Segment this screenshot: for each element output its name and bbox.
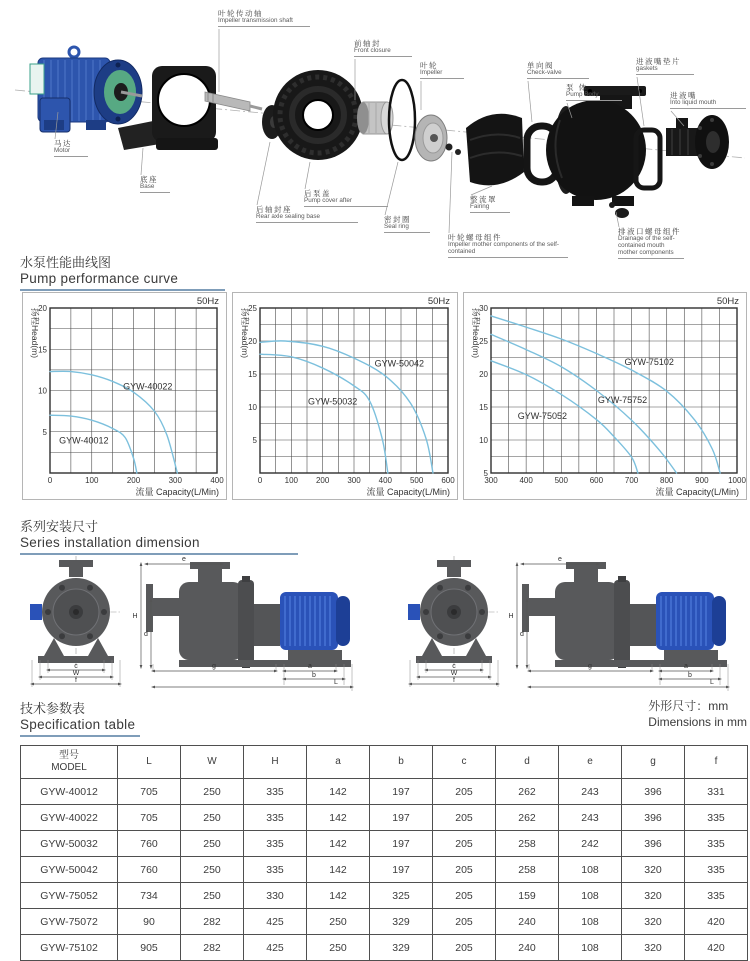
- performance-title-cn: 水泵性能曲线图: [20, 255, 112, 270]
- dimension-letter: b: [688, 672, 692, 679]
- curve-label-GYW-75752: GYW-75752: [597, 395, 648, 406]
- chart-y-axis-label: 扬程Head(m): [30, 308, 40, 359]
- part-label-cn: 叶轮螺母组件: [448, 233, 502, 242]
- spec-cell-W: 282: [181, 935, 244, 961]
- chart-y-axis-label: 扬程Head(m): [240, 308, 250, 359]
- spec-cell-b: 329: [370, 935, 433, 961]
- spec-cell-c: 205: [433, 883, 496, 909]
- part-label-en: Drainage of the self-contained mouth mother components: [618, 235, 675, 257]
- part-motor-illustration: [30, 47, 142, 132]
- part-label-cn: 进液嘴: [670, 91, 697, 100]
- spec-header-row: [21, 746, 748, 779]
- curve-label-GYW-40022: GYW-40022: [123, 381, 173, 392]
- spec-cell-W: 250: [181, 779, 244, 805]
- part-front-closure-illustration: [357, 102, 393, 134]
- part-label-en: Fairing: [470, 203, 490, 211]
- spec-cell-model: GYW-75072: [21, 909, 118, 935]
- spec-cell-f: 331: [685, 779, 748, 805]
- spec-cell-model: GYW-75102: [21, 935, 118, 961]
- chart-y-tick: 20: [248, 337, 257, 346]
- specification-title-en: Specification table: [20, 717, 136, 732]
- chart-x-tick: 300: [347, 476, 361, 485]
- part-label-en: Base: [140, 183, 155, 191]
- dimensions-unit-en: Dimensions in mm: [648, 715, 747, 730]
- specification-title-underline: [20, 735, 140, 737]
- exploded-diagram-section: [0, 0, 750, 257]
- installation-title-underline: [20, 553, 298, 555]
- spec-header-W: W: [181, 746, 244, 779]
- installation-front-view-1: [28, 556, 124, 690]
- chart-x-tick: 200: [315, 476, 330, 485]
- dimension-letter: g: [212, 663, 216, 670]
- chart-x-tick: 800: [660, 476, 674, 485]
- chart-x-tick: 400: [378, 476, 393, 485]
- chart-x-tick: 200: [126, 476, 141, 485]
- spec-cell-e: 108: [559, 909, 622, 935]
- specification-title-cn: 技术参数表: [20, 701, 86, 716]
- chart-y-tick: 5: [483, 469, 488, 478]
- dimension-letter: W: [72, 670, 80, 677]
- installation-drawing-front-2: [406, 556, 502, 695]
- part-label-check-valve: [527, 62, 589, 79]
- chart-y-tick: 20: [479, 370, 488, 379]
- spec-cell-e: 108: [559, 883, 622, 909]
- spec-cell-e: 243: [559, 805, 622, 831]
- part-label-pump-body: [566, 84, 622, 101]
- dimension-letter: e: [182, 556, 186, 563]
- part-label-front-closure: [354, 40, 412, 57]
- spec-row-GYW-75052: [21, 883, 748, 909]
- part-label-motor: [54, 140, 88, 157]
- part-label-cn: 密封圈: [384, 215, 411, 224]
- spec-cell-f: 335: [685, 805, 748, 831]
- part-fairing-illustration: [466, 114, 524, 186]
- dimension-letter: H: [508, 613, 514, 620]
- performance-chart-panel-1: [22, 292, 227, 500]
- installation-drawing-front-1: [28, 556, 124, 695]
- part-label-en: Check-valve: [527, 69, 562, 77]
- part-impeller-illustration: [415, 115, 447, 161]
- spec-cell-d: 262: [496, 805, 559, 831]
- spec-cell-L: 90: [118, 909, 181, 935]
- part-label-en: Seal ring: [384, 223, 409, 231]
- installation-title-cn: 系列安装尺寸: [20, 519, 99, 534]
- chart-y-tick: 20: [38, 304, 47, 313]
- part-label-impeller-nut: [448, 234, 568, 258]
- chart-frequency-label: 50Hz: [716, 296, 739, 307]
- spec-cell-H: 335: [244, 779, 307, 805]
- chart-y-tick: 15: [248, 370, 257, 379]
- specification-table: [20, 745, 748, 961]
- installation-front-view-2: [406, 556, 502, 690]
- spec-cell-e: 243: [559, 779, 622, 805]
- spec-cell-c: 205: [433, 909, 496, 935]
- part-label-rear-axle-sealing-base: [256, 206, 358, 223]
- dimension-letter: d: [144, 631, 148, 638]
- curve-GYW-75752: [491, 334, 677, 473]
- curve-label-GYW-75102: GYW-75102: [624, 356, 674, 367]
- chart-x-tick: 100: [85, 476, 99, 485]
- dimensions-unit-cn: 外形尺寸：mm: [648, 699, 729, 713]
- spec-cell-H: 335: [244, 831, 307, 857]
- spec-cell-a: 250: [307, 909, 370, 935]
- spec-cell-W: 250: [181, 883, 244, 909]
- spec-header-a: a: [307, 746, 370, 779]
- part-label-impeller: [420, 62, 464, 79]
- dimension-letter: b: [312, 672, 316, 679]
- spec-cell-a: 142: [307, 779, 370, 805]
- performance-chart-panel-2: [232, 292, 458, 500]
- spec-cell-c: 205: [433, 805, 496, 831]
- chart-y-tick: 30: [479, 304, 488, 313]
- part-label-fairing: [470, 196, 510, 213]
- part-label-cn: 排液口螺母组件: [618, 227, 681, 236]
- spec-cell-f: 420: [685, 909, 748, 935]
- chart-x-axis-label: 流量 Capacity(L/Min): [655, 487, 739, 497]
- spec-header-d: d: [496, 746, 559, 779]
- specification-section-head: [20, 698, 747, 737]
- part-label-en: Rear axle sealing base: [256, 213, 321, 221]
- spec-cell-g: 396: [622, 831, 685, 857]
- spec-cell-a: 250: [307, 935, 370, 961]
- performance-charts-row: [22, 292, 747, 500]
- part-label-cn: 底座: [140, 175, 158, 184]
- spec-cell-d: 159: [496, 883, 559, 909]
- spec-cell-W: 282: [181, 909, 244, 935]
- spec-cell-g: 396: [622, 805, 685, 831]
- part-pump-cover-after-illustration: [273, 70, 363, 160]
- curve-label-GYW-50042: GYW-50042: [374, 358, 425, 369]
- spec-cell-H: 335: [244, 857, 307, 883]
- spec-row-GYW-40012: [21, 779, 748, 805]
- chart-y-tick: 10: [479, 436, 488, 445]
- part-label-drain-nut: [618, 228, 684, 259]
- spec-cell-L: 905: [118, 935, 181, 961]
- chart-x-tick: 600: [441, 476, 455, 485]
- chart-x-tick: 400: [210, 476, 224, 485]
- part-label-cn: 进液嘴垫片: [636, 57, 681, 66]
- curve-GYW-50032: [260, 354, 388, 473]
- chart-y-tick: 15: [38, 345, 47, 355]
- spec-row-GYW-40022: [21, 805, 748, 831]
- chart-frequency-label: 50Hz: [196, 296, 219, 307]
- part-bracket-illustration: [152, 66, 218, 150]
- performance-title-en: Pump performance curve: [20, 271, 179, 286]
- spec-cell-a: 142: [307, 805, 370, 831]
- spec-cell-b: 329: [370, 909, 433, 935]
- spec-header-b: b: [370, 746, 433, 779]
- curve-label-GYW-50032: GYW-50032: [307, 396, 358, 407]
- spec-cell-b: 197: [370, 831, 433, 857]
- dimension-letter: g: [588, 663, 592, 670]
- part-into-liquid-mouth-illustration: [666, 115, 729, 169]
- installation-drawing-side-1: [132, 556, 358, 695]
- chart-x-tick: 1000: [728, 476, 746, 485]
- spec-header-g: g: [622, 746, 685, 779]
- part-label-cn: 单向阀: [527, 61, 554, 70]
- part-label-cn: 整流罩: [470, 195, 497, 204]
- spec-cell-d: 240: [496, 909, 559, 935]
- chart-y-tick: 25: [248, 304, 257, 313]
- spec-cell-e: 108: [559, 935, 622, 961]
- spec-cell-H: 335: [244, 805, 307, 831]
- dimension-letter: c: [74, 663, 78, 670]
- part-label-base: [140, 176, 170, 193]
- exploded-diagram-illustration: [0, 0, 750, 250]
- chart-x-tick: 600: [589, 476, 604, 485]
- spec-header-model: [21, 746, 118, 779]
- spec-cell-L: 760: [118, 857, 181, 883]
- spec-cell-g: 320: [622, 935, 685, 961]
- spec-cell-model: GYW-75052: [21, 883, 118, 909]
- installation-title-en: Series installation dimension: [20, 535, 200, 550]
- spec-cell-model: GYW-40012: [21, 779, 118, 805]
- installation-drawing-side-2: [508, 556, 734, 695]
- curve-label-GYW-40012: GYW-40012: [59, 435, 109, 446]
- spec-cell-W: 250: [181, 831, 244, 857]
- spec-cell-W: 250: [181, 805, 244, 831]
- spec-cell-f: 420: [685, 935, 748, 961]
- part-label-en: Impeller: [420, 69, 443, 77]
- part-label-cn: 后轴封座: [256, 205, 292, 214]
- spec-cell-H: 425: [244, 909, 307, 935]
- spec-cell-L: 734: [118, 883, 181, 909]
- dimension-letter: L: [710, 679, 714, 686]
- spec-header-H: H: [244, 746, 307, 779]
- chart-x-tick: 500: [554, 476, 568, 485]
- spec-cell-c: 205: [433, 779, 496, 805]
- performance-chart-1: [23, 293, 226, 499]
- spec-cell-f: 335: [685, 831, 748, 857]
- part-label-cn: 后泵盖: [304, 189, 331, 198]
- installation-section-title: [20, 516, 298, 555]
- chart-x-tick: 400: [519, 476, 533, 485]
- chart-frequency-label: 50Hz: [427, 296, 450, 307]
- part-label-pump-cover-after: [304, 190, 388, 207]
- chart-x-tick: 500: [409, 476, 424, 485]
- chart-grid: [491, 308, 737, 473]
- spec-cell-g: 320: [622, 883, 685, 909]
- chart-x-axis-label: 流量 Capacity(L/Min): [366, 487, 450, 497]
- spec-cell-g: 320: [622, 857, 685, 883]
- spec-cell-c: 205: [433, 935, 496, 961]
- performance-chart-2: [233, 293, 457, 499]
- dimension-letter: f: [75, 677, 77, 684]
- performance-section-title: [20, 252, 225, 291]
- spec-cell-L: 705: [118, 805, 181, 831]
- dimension-letter: f: [453, 677, 455, 684]
- specification-section-title: [20, 698, 140, 737]
- part-label-en: Pump cover after: [304, 197, 352, 205]
- spec-cell-H: 425: [244, 935, 307, 961]
- spec-cell-b: 197: [370, 805, 433, 831]
- spec-row-GYW-50042: [21, 857, 748, 883]
- spec-cell-f: 335: [685, 883, 748, 909]
- part-label-cn: 马达: [54, 139, 72, 148]
- spec-cell-H: 330: [244, 883, 307, 909]
- chart-x-tick: 0: [47, 476, 53, 485]
- spec-header-model-cn: 型号: [59, 749, 79, 761]
- dimension-letter: a: [684, 663, 688, 670]
- part-label-into-liquid-mouth: [670, 92, 746, 109]
- spec-cell-d: 258: [496, 857, 559, 883]
- spec-header-L: L: [118, 746, 181, 779]
- spec-cell-a: 142: [307, 883, 370, 909]
- spec-cell-L: 705: [118, 779, 181, 805]
- chart-x-tick: 100: [284, 476, 299, 485]
- part-label-cn: 前轴封: [354, 39, 381, 48]
- spec-cell-g: 396: [622, 779, 685, 805]
- spec-cell-W: 250: [181, 857, 244, 883]
- chart-x-tick: 900: [695, 476, 709, 485]
- spec-cell-b: 325: [370, 883, 433, 909]
- spec-row-GYW-75072: [21, 909, 748, 935]
- spec-cell-model: GYW-40022: [21, 805, 118, 831]
- spec-header-c: c: [433, 746, 496, 779]
- dimensions-unit-note: [648, 698, 747, 730]
- chart-y-tick: 5: [252, 436, 257, 445]
- dimension-letter: a: [308, 663, 312, 670]
- performance-chart-3: [464, 293, 746, 499]
- installation-side-view-1: [132, 556, 358, 690]
- part-label-en: gaskets: [636, 65, 658, 73]
- installation-side-view-2: [508, 556, 734, 690]
- part-label-en: Motor: [54, 147, 71, 155]
- spec-cell-b: 197: [370, 857, 433, 883]
- performance-title-underline: [20, 289, 225, 291]
- part-label-cn: 叶轮: [420, 61, 438, 70]
- curve-label-GYW-75052: GYW-75052: [517, 410, 568, 421]
- dimension-letter: W: [450, 670, 458, 677]
- part-label-en: Into liquid mouth: [670, 99, 717, 107]
- installation-drawings-row: [20, 556, 750, 696]
- dimension-letter: e: [558, 556, 562, 563]
- chart-y-tick: 10: [38, 386, 47, 396]
- spec-header-model-en: MODEL: [51, 762, 87, 773]
- spec-cell-c: 205: [433, 831, 496, 857]
- chart-x-tick: 0: [257, 476, 263, 485]
- part-label-cn: 叶轮传动轴: [218, 9, 263, 18]
- spec-cell-e: 242: [559, 831, 622, 857]
- part-label-cn: 泵 体: [566, 83, 588, 92]
- part-label-en: Impeller transmission shaft: [218, 17, 293, 25]
- performance-chart-panel-3: [463, 292, 747, 500]
- spec-cell-c: 205: [433, 857, 496, 883]
- spec-cell-a: 142: [307, 857, 370, 883]
- spec-cell-model: GYW-50042: [21, 857, 118, 883]
- spec-cell-b: 197: [370, 779, 433, 805]
- chart-grid: [260, 308, 448, 473]
- spec-cell-model: GYW-50032: [21, 831, 118, 857]
- spec-header-f: f: [685, 746, 748, 779]
- spec-cell-f: 335: [685, 857, 748, 883]
- chart-y-axis-label: 扬程Head(m): [471, 308, 481, 359]
- spec-row-GYW-75102: [21, 935, 748, 961]
- spec-cell-d: 262: [496, 779, 559, 805]
- part-pump-body-illustration: [546, 83, 646, 206]
- spec-header-e: e: [559, 746, 622, 779]
- spec-cell-d: 258: [496, 831, 559, 857]
- part-label-gaskets: [636, 58, 694, 75]
- chart-x-axis-label: 流量 Capacity(L/Min): [135, 487, 219, 497]
- dimension-letter: H: [132, 613, 138, 620]
- spec-row-GYW-50032: [21, 831, 748, 857]
- dimension-letter: d: [520, 631, 524, 638]
- part-label-en: Pump Body: [566, 91, 599, 99]
- part-label-en: Front closure: [354, 47, 391, 55]
- chart-x-tick: 300: [484, 476, 498, 485]
- part-impeller-nut-illustration: [446, 144, 462, 156]
- dimension-letter: c: [452, 663, 456, 670]
- chart-x-tick: 700: [624, 476, 639, 485]
- spec-cell-d: 240: [496, 935, 559, 961]
- chart-y-tick: 5: [42, 427, 47, 437]
- dimension-letter: L: [334, 679, 338, 686]
- chart-y-tick: 10: [248, 403, 257, 412]
- spec-cell-g: 320: [622, 909, 685, 935]
- spec-cell-L: 760: [118, 831, 181, 857]
- chart-x-tick: 300: [168, 476, 182, 485]
- chart-y-tick: 25: [479, 337, 488, 346]
- part-label-impeller-transmission-shaft: [218, 10, 310, 27]
- part-label-seal-ring: [384, 216, 430, 233]
- part-label-en: Impeller mother components of the self-contained: [448, 241, 559, 256]
- chart-y-tick: 15: [479, 403, 488, 412]
- spec-cell-e: 108: [559, 857, 622, 883]
- spec-cell-a: 142: [307, 831, 370, 857]
